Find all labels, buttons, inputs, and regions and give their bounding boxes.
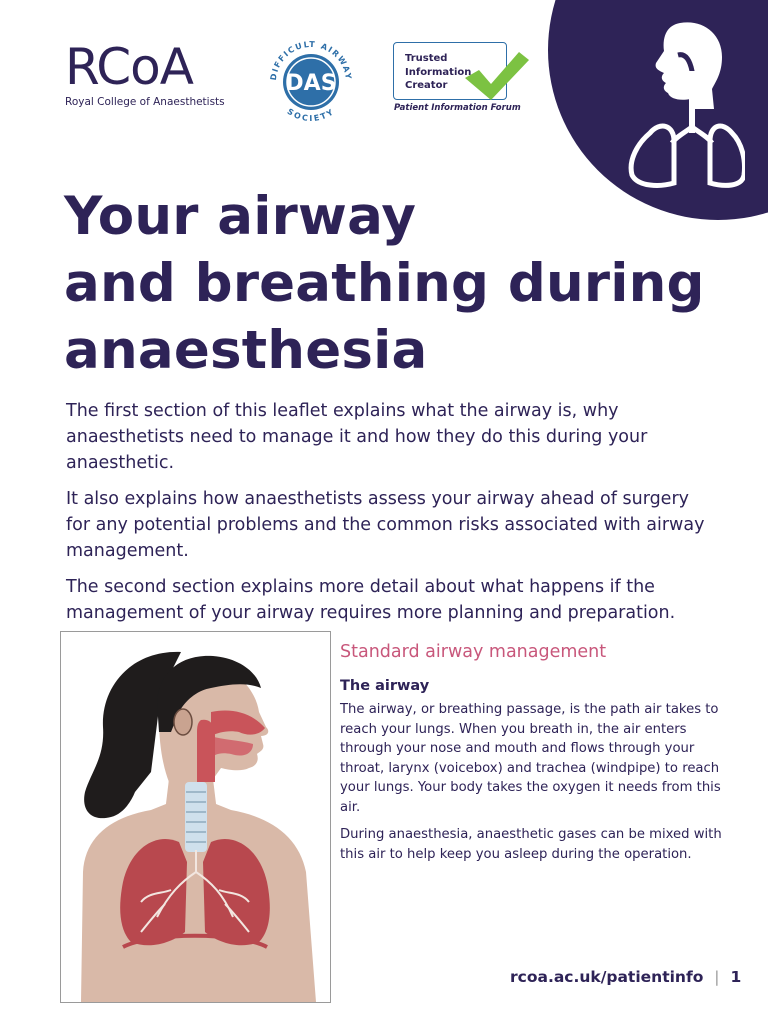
intro-paragraph-2: It also explains how anaesthetists assess your airway ahead of surgery for any potential problems and the common risks associated with airway management. (66, 489, 705, 561)
head-lungs-icon (620, 15, 745, 190)
intro-text (66, 398, 706, 636)
intro-paragraph-1: The first section of this leaflet explains what the airway is, why anaesthetists need to manage it and how they do this during your anaesthetic. (66, 401, 648, 473)
page-number: 1 (730, 968, 742, 986)
rcoa-name: Royal College of Anaesthetists (65, 96, 225, 108)
footer-separator: | (714, 968, 720, 986)
title-line-1: Your airway (64, 186, 417, 247)
section-heading: Standard airway management (340, 642, 607, 662)
rcoa-logo (65, 38, 230, 108)
section-paragraph-1: The airway, or breathing passage, is the path air takes to reach your lungs. When you breath in, the air enters through your nose and mouth and flows through your throat, larynx (voicebox) and trachea (windpipe) to reach your lungs. Your body takes the oxygen it needs from this air. (340, 702, 721, 815)
svg-text:SOCIETY: SOCIETY (285, 106, 337, 124)
page-title (64, 183, 705, 384)
airway-anatomy-image (61, 632, 330, 1002)
pif-logo (393, 42, 533, 117)
checkmark-icon (461, 50, 531, 102)
section-paragraph-2: During anaesthesia, anaesthetic gases can be mixed with this air to help keep you asleep during the operation. (340, 827, 722, 862)
rcoa-mark: RCoA (65, 38, 193, 96)
title-line-3: anaesthesia (64, 320, 428, 381)
footer-url-link[interactable]: rcoa.ac.uk/patientinfo (510, 968, 704, 986)
airway-illustration (60, 631, 331, 1003)
intro-paragraph-3: The second section explains more detail about what happens if the management of your airway requires more planning and preparation. (66, 577, 676, 623)
das-logo (262, 33, 360, 131)
pif-line-2: Information (405, 66, 472, 78)
pif-footer: Patient Information Forum (394, 103, 521, 113)
page-footer (510, 968, 741, 986)
pif-line-1: Trusted (405, 53, 448, 64)
standard-airway-section (340, 640, 740, 872)
title-line-2: and breathing during (64, 253, 705, 314)
pif-line-3: Creator (405, 80, 448, 91)
section-subheading: The airway (340, 678, 430, 694)
das-mark: DAS (285, 71, 337, 96)
svg-text:DIFFICULT AIRWAY: DIFFICULT AIRWAY (268, 39, 354, 81)
